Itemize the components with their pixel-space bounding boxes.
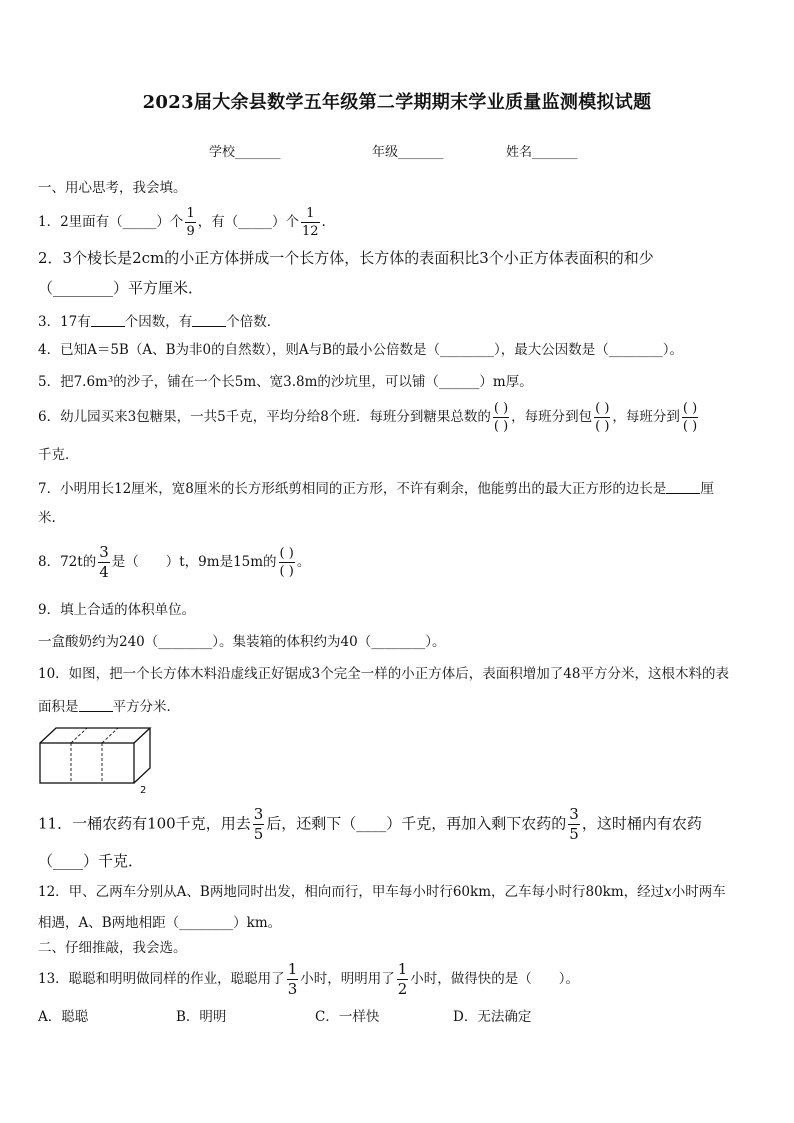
question-10-line-2: 面积是 平方分米． — [38, 699, 180, 715]
question-7-line-2: 米. — [38, 510, 56, 526]
question-12-line-1: 12．甲、乙两车分别从A、B两地同时出发，相向而行，甲车每小时行60km，乙车每小时行80km，经过x小时两车 — [38, 884, 726, 900]
q6-fraction-1: $\frac{( )}{( )}$ — [493, 401, 509, 434]
q3-blank-2[interactable] — [192, 314, 226, 327]
q6-fraction-2: $\frac{( )}{( )}$ — [595, 401, 610, 434]
q10-figure-label: 2 — [140, 785, 147, 795]
q13-fraction-2: $\frac{1}{2}$ — [397, 960, 408, 998]
grade-field: 年级_______ — [372, 145, 444, 160]
q1-text-c: . — [321, 214, 326, 230]
question-7: 7．小明用长12厘米，宽8厘米的长方形纸剪相同的正方形，不许有剩余，他能剪出的最大正方形的边长是 厘 — [38, 481, 714, 497]
q6-fraction-3: $\frac{( )}{( )}$ — [682, 401, 698, 434]
question-12-line-2: 相遇，A、B两地相距（________）km。 — [38, 915, 282, 931]
question-11-line-2: （____）千克． — [38, 852, 144, 870]
question-9-line-2: 一盒酸奶约为240（________）。集装箱的体积约为40（________）。 — [38, 634, 446, 650]
question-10-line-1: 10．如图，把一个长方体木料沿虚线正好锯成3个完全一样的小正方体后，表面积增加了48平方分米，这根木料的表 — [38, 666, 729, 682]
question-2-line-1: 2．3个棱长是2cm的小正方体拼成一个长方体，长方体的表面积比3个小正方体表面积的和少 — [38, 249, 654, 267]
question-6-line-2: 千克． — [38, 447, 79, 463]
school-field: 学校_______ — [209, 145, 281, 160]
q13-option-b[interactable]: B．明明 — [176, 1009, 227, 1025]
question-3: 3．17有 个因数，有 个倍数． — [38, 314, 281, 330]
question-9-line-1: 9．填上合适的体积单位。 — [38, 602, 196, 618]
question-1 — [38, 207, 326, 238]
q10-cuboid-figure — [38, 723, 158, 795]
q11-fraction-2: $\frac{3}{5}$ — [569, 805, 579, 843]
section-2-heading: 二、仔细推敲，我会选。 — [38, 940, 187, 956]
q7-blank[interactable] — [666, 481, 700, 494]
section-1-heading: 一、用心思考，我会填。 — [38, 180, 187, 196]
q13-option-a[interactable]: A．聪聪 — [38, 1009, 89, 1025]
q13-option-d[interactable]: D．无法确定 — [453, 1009, 532, 1025]
q1-text-b: ，有（_____）个 — [197, 214, 299, 230]
q8-fraction-1: $\frac{3}{4}$ — [99, 543, 109, 581]
q1-text-a: 1．2里面有（_____）个 — [38, 214, 184, 230]
q8-fraction-2: $\frac{( )}{( )}$ — [279, 546, 294, 579]
question-8: 8．72t的 $\frac{3}{4}$ 是（ ）t，9m是15m的 $\frac{( )}{( )}$ 。 — [38, 543, 311, 581]
q13-option-c[interactable]: C．一样快 — [315, 1009, 380, 1025]
question-11: 11．一桶农药有100千克，用去 $\frac{3}{5}$ 后，还剩下（____）千克，再加入剩下农药的 $\frac{3}{5}$ ，这时桶内有农药 — [38, 805, 702, 843]
question-5: 5．把7.6m³的沙子，铺在一个长5m、宽3.8m的沙坑里，可以铺（______）m厚。 — [38, 374, 533, 390]
q3-blank-1[interactable] — [91, 314, 125, 327]
question-13: 13．聪聪和明明做同样的作业，聪聪用了 $\frac{1}{3}$ 小时，明明用了 $\frac{1}{2}$ 小时，做得快的是（ ）。 — [38, 960, 580, 998]
q12-variable: x — [664, 884, 672, 900]
q1-fraction-1: $\frac{1}{9}$ — [186, 206, 195, 239]
q11-fraction-1: $\frac{3}{5}$ — [253, 805, 264, 843]
name-field: 姓名_______ — [506, 145, 578, 160]
q13-fraction-1: $\frac{1}{3}$ — [287, 960, 298, 998]
question-2-line-2: （________）平方厘米． — [38, 279, 204, 297]
page-title: 2023届大余县数学五年级第二学期期末学业质量监测模拟试题 — [142, 92, 652, 113]
q10-blank[interactable] — [79, 699, 113, 712]
question-4: 4．已知A＝5B（A、B为非0的自然数），则A与B的最小公倍数是（________），最大公因数是（________）。 — [38, 342, 684, 358]
question-6: 6．幼儿园买来3包糖果，一共5千克，平均分给8个班．每班分到糖果总数的 $\frac{( )}{( )}$ ，每班分到包 $\frac{( )}{( )}$ ，每班分到 $\frac{( )}{( )}$ — [38, 401, 698, 434]
q1-fraction-2: $\frac{1}{12}$ — [301, 206, 319, 239]
